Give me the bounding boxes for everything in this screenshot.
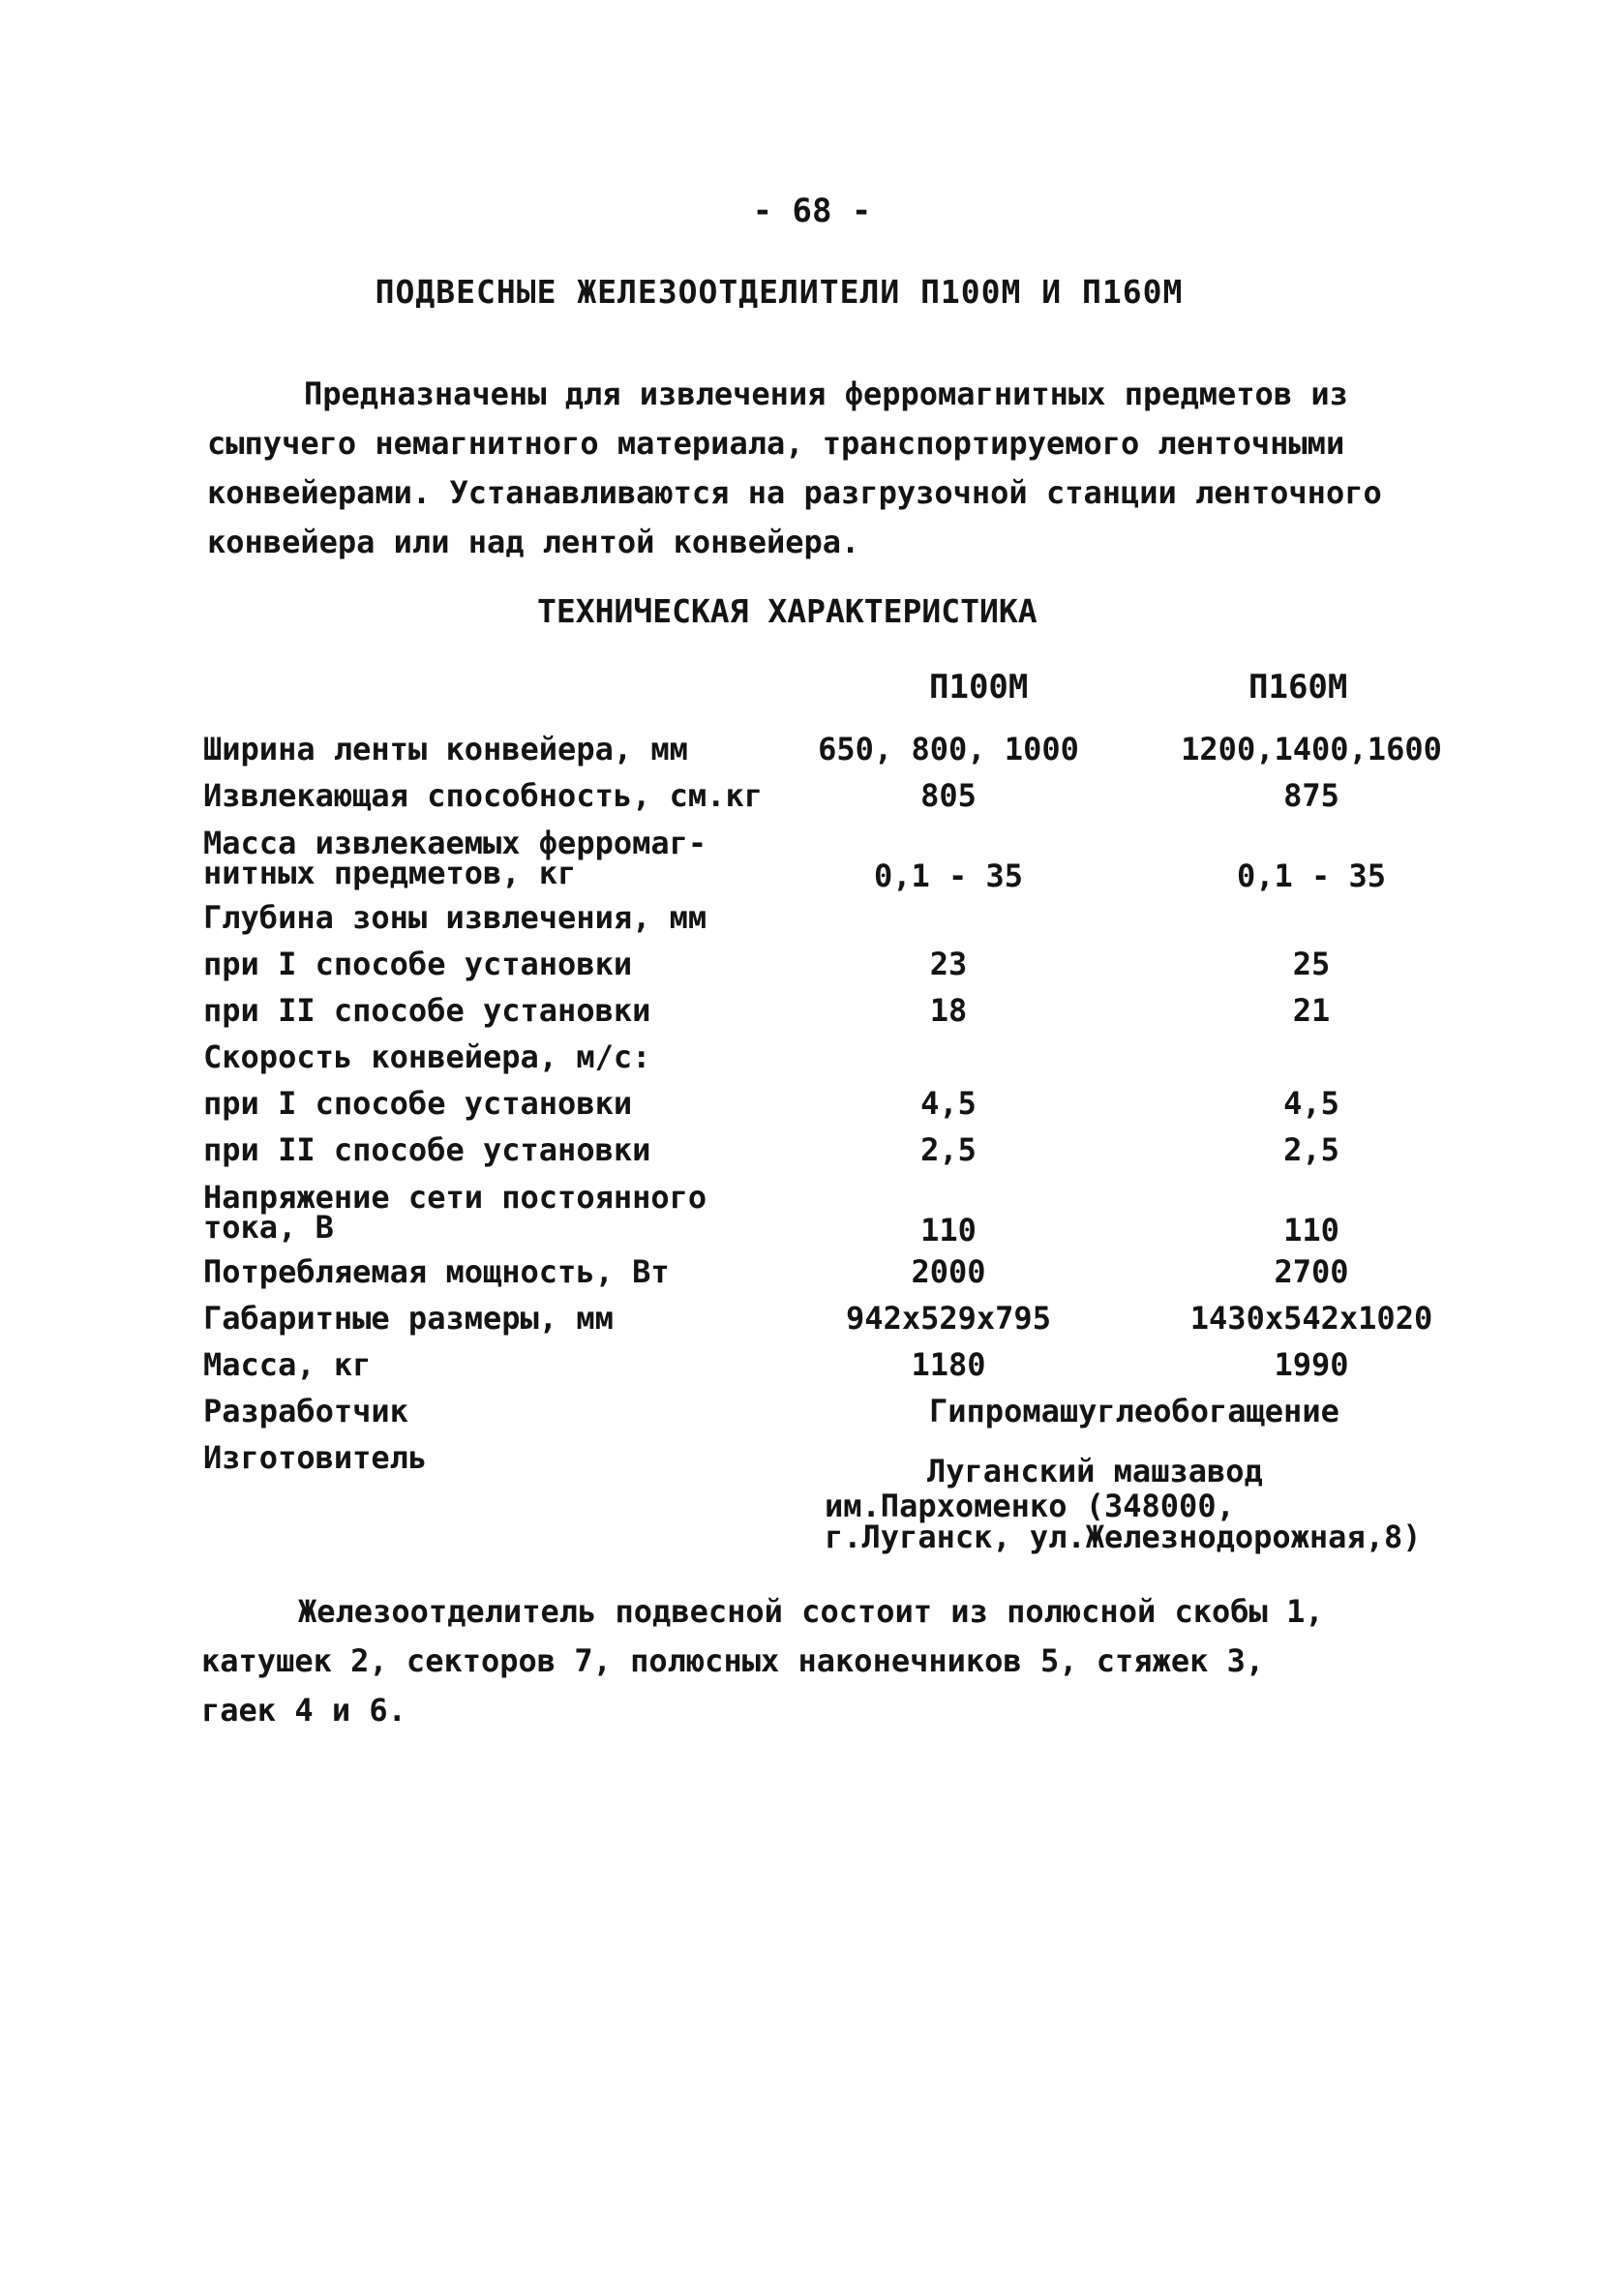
closing-paragraph: [201, 1587, 1459, 1735]
spec-value-p100m: 18: [929, 992, 968, 1029]
column-header-p160m: П160М: [1248, 668, 1348, 707]
spec-row: [203, 894, 1461, 941]
spec-row: [203, 1341, 1461, 1388]
spec-value-p160m: 4,5: [1283, 1085, 1339, 1122]
intro-line: Предназначены для извлечения ферромагнитных предметов из: [304, 376, 1348, 412]
spec-row: [203, 819, 1461, 894]
spec-row: [203, 1173, 1461, 1248]
page-number: - 68 -: [752, 192, 872, 230]
spec-label: Скорость конвейера, м/с:: [203, 1038, 651, 1075]
spec-label: при I способе установки: [203, 1085, 633, 1122]
manufacturer-row: [203, 1434, 1461, 1481]
document-title: ПОДВЕСНЫЕ ЖЕЛЕЗООТДЕЛИТЕЛИ П100М И П160М: [375, 273, 1184, 311]
manufacturer-label: Изготовитель: [203, 1439, 428, 1476]
spec-value-p160m: 21: [1292, 992, 1331, 1029]
spec-value-p160m: 1200,1400,1600: [1181, 731, 1442, 767]
column-header-p100m: П100М: [929, 668, 1029, 707]
spec-label: при I способе установки: [203, 946, 633, 982]
developer-label: Разработчик: [203, 1393, 408, 1429]
spec-label: Масса извлекаемых ферромаг-: [203, 825, 707, 861]
closing-line: Железоотделитель подвесной состоит из полюсной скобы 1,: [298, 1593, 1324, 1630]
spec-value-p100m: 650, 800, 1000: [818, 731, 1079, 767]
intro-line: конвейерами. Устанавливаются на разгрузочной станции ленточного: [207, 474, 1382, 511]
spec-label-cont: тока, В: [203, 1209, 334, 1246]
spec-row: [203, 1248, 1461, 1295]
spec-label: Глубина зоны извлечения, мм: [203, 899, 707, 936]
specs-title: ТЕХНИЧЕСКАЯ ХАРАКТЕРИСТИКА: [537, 592, 1038, 630]
specs-table: [203, 726, 1461, 1481]
closing-line: гаек 4 и 6.: [201, 1692, 406, 1729]
spec-value-p100m: 2,5: [920, 1131, 977, 1168]
developer-value: Гипромашуглеобогащение: [929, 1393, 1339, 1429]
spec-value-p160m: 25: [1292, 946, 1331, 982]
spec-value-p100m: 0,1 - 35: [873, 857, 1024, 894]
spec-value-p100m: 942x529x795: [846, 1300, 1051, 1337]
developer-row: [203, 1388, 1461, 1434]
manufacturer-line: г.Луганск, ул.Железнодорожная,8): [825, 1519, 1422, 1555]
spec-label: Ширина ленты конвейера, мм: [203, 731, 688, 767]
spec-value-p100m: 4,5: [920, 1085, 977, 1122]
spec-value-p160m: 110: [1283, 1212, 1339, 1248]
spec-value-p100m: 1180: [911, 1346, 986, 1383]
spec-row: [203, 1295, 1461, 1341]
spec-value-p100m: 805: [920, 777, 977, 814]
spec-value-p100m: 23: [929, 946, 968, 982]
spec-row: [203, 941, 1461, 987]
closing-line: катушек 2, секторов 7, полюсных наконечников 5, стяжек 3,: [201, 1642, 1265, 1679]
spec-label: Извлекающая способность, см.кг: [203, 777, 763, 814]
spec-label-cont: нитных предметов, кг: [203, 855, 577, 891]
spec-row: [203, 987, 1461, 1034]
spec-row: [203, 1034, 1461, 1080]
spec-value-p160m: 1990: [1274, 1346, 1349, 1383]
spec-label: Потребляемая мощность, Вт: [203, 1253, 670, 1290]
spec-value-p160m: 0,1 - 35: [1236, 857, 1387, 894]
spec-label: Масса, кг: [203, 1346, 372, 1383]
spec-label: Габаритные размеры, мм: [203, 1300, 614, 1337]
spec-value-p160m: 2,5: [1283, 1131, 1339, 1168]
spec-row: [203, 1127, 1461, 1173]
spec-label: при II способе установки: [203, 992, 651, 1029]
intro-line: конвейера или над лентой конвейера.: [207, 524, 860, 560]
spec-label: Напряжение сети постоянного: [203, 1179, 707, 1216]
manufacturer-line: Луганский машзавод: [927, 1453, 1263, 1489]
spec-row: [203, 726, 1461, 772]
spec-value-p160m: 1430x542x1020: [1189, 1300, 1433, 1337]
manufacturer-line: им.Пархоменко (348000,: [825, 1488, 1235, 1524]
intro-line: сыпучего немагнитного материала, транспортируемого ленточными: [207, 425, 1345, 462]
spec-value-p160m: 875: [1283, 777, 1339, 814]
spec-row: [203, 1080, 1461, 1127]
spec-value-p160m: 2700: [1274, 1253, 1349, 1290]
spec-row: [203, 772, 1461, 819]
spec-value-p100m: 2000: [911, 1253, 986, 1290]
spec-value-p100m: 110: [920, 1212, 977, 1248]
specs-title-wrap: [0, 592, 1624, 630]
spec-label: при II способе установки: [203, 1131, 651, 1168]
intro-paragraph: [207, 370, 1456, 567]
